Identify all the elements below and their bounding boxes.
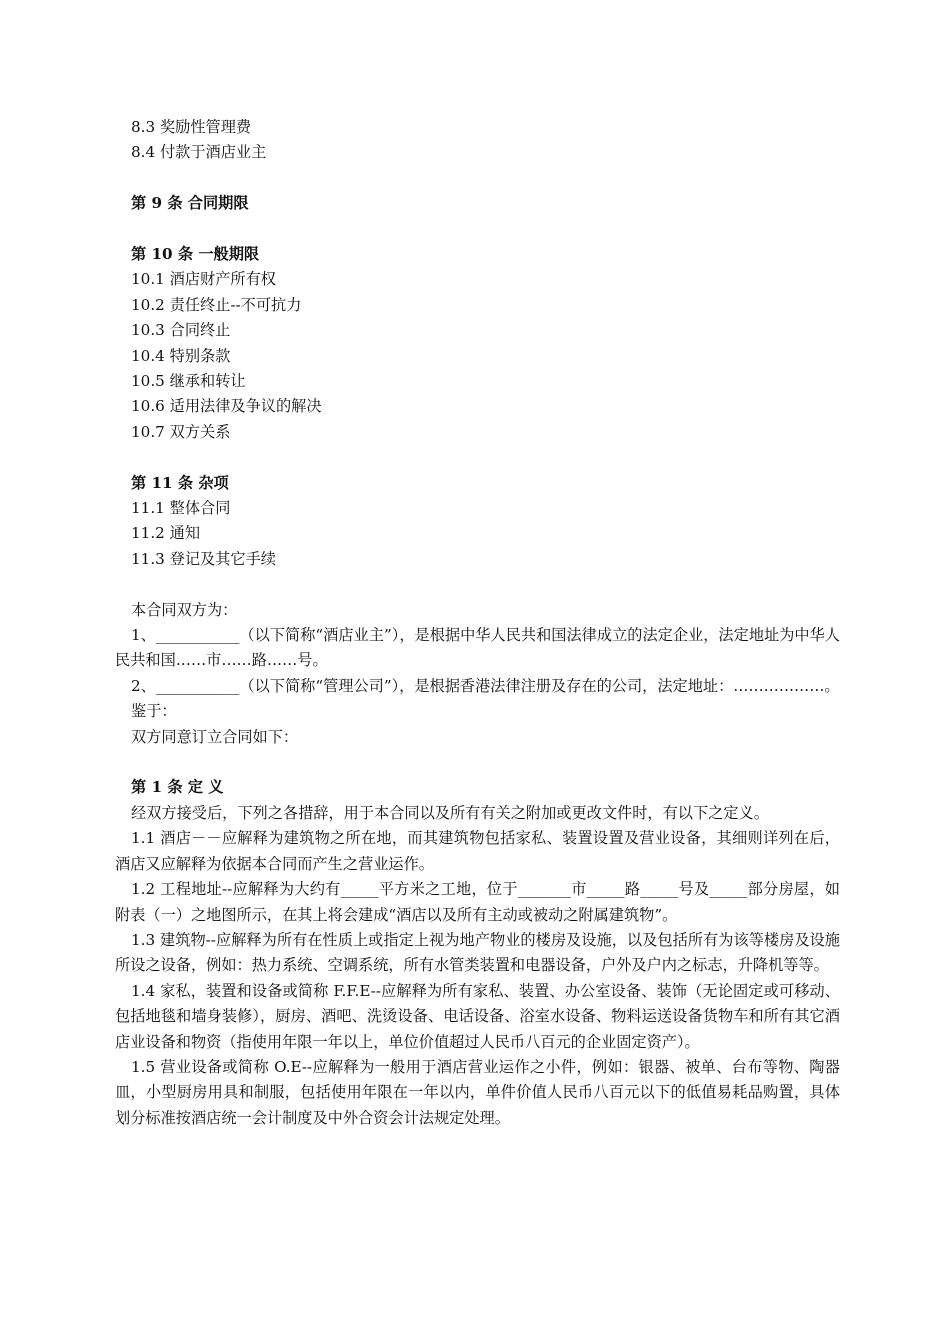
definition-1-5: 1.5 营业设备或简称 O.E--应解释为一般用于酒店营业运作之小件，例如：银器、被单、台布等物、陶器皿，小型厨房用具和制服，包括使用年限在一年以内，单件价值人民币八百元以下的低值易耗品购置，具体划分标准按酒店统一会计制度及中外合资会计法规定处理。: [115, 1057, 840, 1127]
toc-item: 10.4 特别条款: [131, 346, 231, 365]
definition-1-3: 1.3 建筑物--应解释为所有在性质上或指定上视为地产物业的楼房及设施，以及包括所有为该等楼房及设施所设之设备，例如：热力系统、空调系统，所有水管类装置和电器设备，户外及户内之标志，升降机等等。: [115, 930, 840, 975]
definition-1-4: 1.4 家私，装置和设备或简称 F.F.E--应解释为所有家私、装置、办公室设备、装饰（无论固定或可移动、包括地毯和墙身装修），厨房、酒吧、洗烫设备、电话设备、浴室水设备、物料运送设备货物车和所有其它酒店业设备和物资（指使用年限一年以上，单位价值超过人民币八百元的企业固定资产）。: [115, 981, 840, 1051]
document-body: [115, 115, 840, 1131]
article-1-intro: 经双方接受后，下列之各措辞，用于本合同以及所有有关之附加或更改文件时，有以下之定义。: [131, 803, 769, 822]
toc-item: 8.4 付款于酒店业主: [131, 143, 267, 162]
definition-1-2: 1.2 工程地址--应解释为大约有_____平方米之工地，位于_______市_____路_____号及_____部分房屋，如附表（一）之地图所示，在其上将会建成“酒店以及所有主动或被动之附属建筑物”。: [115, 880, 840, 924]
toc-item: 11.3 登记及其它手续: [131, 549, 276, 568]
toc-item: 10.7 双方关系: [131, 422, 231, 441]
party-2-paragraph: 2、___________（以下简称“管理公司”），是根据香港法律注册及存在的公司，法定地址：………………。: [131, 676, 840, 695]
toc-item: 11.1 整体合同: [131, 499, 231, 518]
article-1-heading: 第 1 条 定 义: [131, 778, 224, 797]
parties-intro: 本合同双方为：: [131, 600, 238, 619]
toc-item: 10.2 责任终止--不可抗力: [131, 295, 302, 314]
whereas-line: 鉴于：: [131, 702, 177, 721]
party-1-paragraph: 1、___________（以下简称“酒店业主”），是根据中华人民共和国法律成立的法定企业，法定地址为中华人民共和国……市……路……号。: [115, 626, 840, 670]
toc-article-heading: 第 11 条 杂项: [131, 473, 229, 492]
toc-item: 8.3 奖励性管理费: [131, 118, 252, 136]
toc-item: 10.3 合同终止: [131, 321, 231, 340]
toc-item: 10.6 适用法律及争议的解决: [131, 397, 322, 416]
toc-article-heading: 第 9 条 合同期限: [131, 194, 249, 213]
definition-1-1: 1.1 酒店－－应解释为建筑物之所在地，而其建筑物包括家私、装置设置及营业设备，其细则详列在后，酒店又应解释为依据本合同而产生之营业运作。: [115, 829, 840, 873]
toc-item: 10.5 继承和转让: [131, 372, 246, 391]
agreement-line: 双方同意订立合同如下：: [131, 727, 299, 746]
toc-item: 11.2 通知: [131, 524, 201, 543]
toc-article-heading: 第 10 条 一般期限: [131, 245, 260, 263]
toc-item: 10.1 酒店财产所有权: [131, 270, 276, 289]
